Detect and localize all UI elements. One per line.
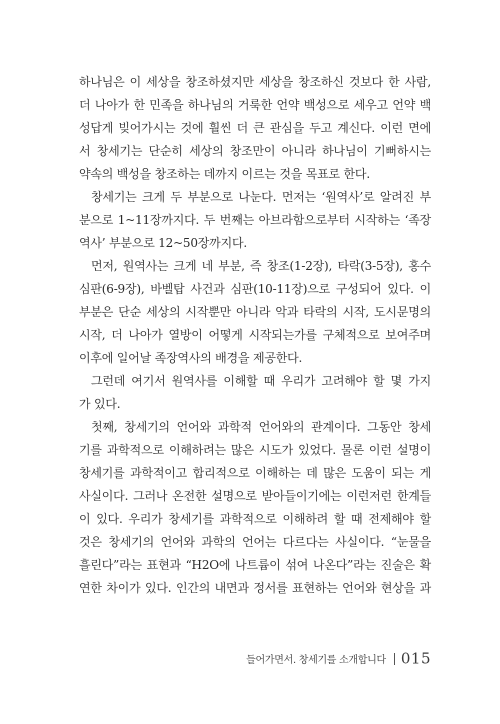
text-line: 부분은 단순 세상의 시작뿐만 아니라 악과 타락의 시작, 도시문명의 xyxy=(79,305,431,319)
text-line: 그런데 여기서 원역사를 이해할 때 우리가 고려해야 할 몇 가지 xyxy=(91,374,431,388)
text-line: 기를 과학적으로 이해하려는 많은 시도가 있었다. 물론 이런 설명이 xyxy=(79,443,431,457)
text-line: 약속의 백성을 창조하는 데까지 이르는 것을 목표로 한다. xyxy=(79,167,370,181)
text-line: 분으로 1~11장까지다. 두 번째는 아브라함으로부터 시작하는 ‘족장 xyxy=(79,213,431,227)
text-line: 사실이다. 그러나 온전한 설명으로 받아들이기에는 이런저런 한계들 xyxy=(79,489,431,503)
text-line: 흘린다”라는 표현과 “H2O에 나트륨이 섞여 나온다”라는 진술은 확 xyxy=(79,558,431,572)
page-number: 015 xyxy=(400,649,431,668)
text-line: 시작, 더 나아가 열방이 어떻게 시작되는가를 구체적으로 보여주며 xyxy=(79,328,431,342)
text-line: 가 있다. xyxy=(79,397,121,411)
text-line: 성답게 빚어가시는 것에 훨씬 더 큰 관심을 두고 계신다. 이런 면에 xyxy=(79,121,431,135)
text-line: 먼저, 원역사는 크게 네 부분, 즉 창조(1-2장), 타락(3-5장), 홍수 xyxy=(91,259,431,273)
text-line: 이후에 일어날 족장역사의 배경을 제공한다. xyxy=(79,351,303,365)
text-line: 첫째, 창세기의 언어와 과학적 언어와의 관계이다. 그동안 창세 xyxy=(91,420,431,434)
text-line: 이 있다. 우리가 창세기를 과학적으로 이해하려 할 때 전제해야 할 xyxy=(79,512,431,526)
text-line: 더 나아가 한 민족을 하나님의 거룩한 언약 백성으로 세우고 언약 백 xyxy=(79,98,431,112)
text-line: 것은 창세기의 언어와 과학의 언어는 다르다는 사실이다. “눈물을 xyxy=(79,535,431,549)
text-line: 역사’ 부분으로 12~50장까지다. xyxy=(79,236,247,250)
text-line: 연한 차이가 있다. 인간의 내면과 정서를 표현하는 언어와 현상을 과 xyxy=(79,581,431,595)
body-text xyxy=(79,71,431,600)
text-line: 심판(6-9장), 바벨탑 사건과 심판(10-11장)으로 구성되어 있다. 이 xyxy=(79,282,431,296)
page-footer xyxy=(0,648,431,668)
text-line: 서 창세기는 단순히 세상의 창조만이 아니라 하나님이 기뻐하시는 xyxy=(79,144,431,158)
footer-divider xyxy=(394,653,395,665)
text-line: 창세기를 과학적이고 합리적으로 이해하는 데 많은 도움이 되는 게 xyxy=(79,466,431,480)
text-line: 하나님은 이 세상을 창조하셨지만 세상을 창조하신 것보다 한 사람, xyxy=(79,75,431,89)
running-footer-title: 들어가면서. 창세기를 소개합니다 xyxy=(246,655,386,666)
text-line: 창세기는 크게 두 부분으로 나눈다. 먼저는 ‘원역사’로 알려진 부 xyxy=(91,190,431,204)
